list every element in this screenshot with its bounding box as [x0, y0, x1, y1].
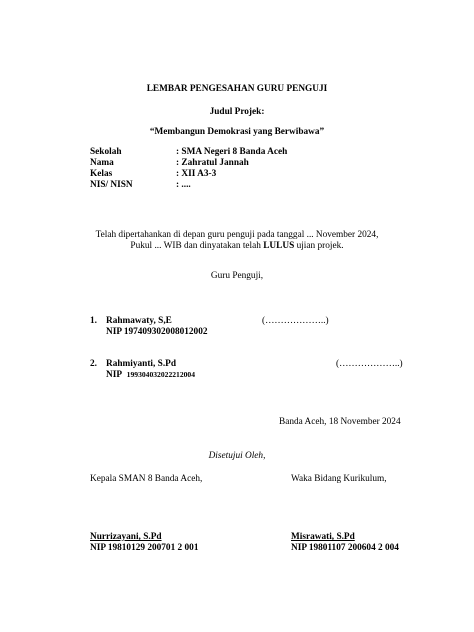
approval-left-nip: NIP 19810129 200701 2 001 — [90, 543, 199, 553]
approval-right-role: Waka Bidang Kurikulum, — [291, 474, 387, 484]
approval-left-name: Nurrizayani, S.Pd — [90, 532, 162, 542]
approval-left-role: Kepala SMAN 8 Banda Aceh, — [90, 474, 203, 484]
statement-line-2 — [0, 241, 474, 252]
examiner-1-name: Rahmawaty, S,E — [106, 316, 172, 326]
student-label-kelas: Kelas — [90, 169, 113, 179]
statement-line-1: Telah dipertahankan di depan guru penguji pada tanggal ... November 2024, — [95, 230, 379, 240]
statement-line-2-before: Pukul ... WIB dan dinyatakan telah — [130, 241, 264, 251]
examiner-1-nip-label: NIP — [106, 327, 122, 337]
examiner-2-nip — [106, 370, 195, 381]
student-value-nama: : Zahratul Jannah — [176, 158, 249, 168]
place-date: Banda Aceh, 18 November 2024 — [279, 417, 401, 427]
student-value-sekolah: : SMA Negeri 8 Banda Aceh — [176, 147, 288, 157]
student-value-kelas: : XII A3-3 — [176, 169, 217, 179]
examiner-2-name: Rahmiyanti, S.Pd — [106, 359, 176, 369]
examiner-2-number: 2. — [90, 359, 97, 369]
examiners-heading: Guru Penguji, — [210, 271, 264, 281]
examiner-1-nip-value: 197409302008012002 — [123, 327, 208, 337]
student-value-nis: : .... — [176, 180, 191, 190]
statement-line-2-after: ujian projek. — [294, 241, 344, 251]
examiner-2-signature: (………………..) — [336, 359, 403, 369]
approval-right-name: Misrawati, S.Pd — [291, 532, 355, 542]
student-label-sekolah: Sekolah — [90, 147, 122, 157]
project-title: “Membangun Demokrasi yang Berwibawa” — [149, 127, 325, 137]
approval-label: Disetujui Oleh, — [208, 451, 266, 461]
examiner-1-number: 1. — [90, 316, 97, 326]
examiner-1-signature: (………………..) — [262, 316, 329, 326]
examiner-2-nip-value: 199304032022212004 — [126, 370, 196, 379]
document-title: LEMBAR PENGESAHAN GURU PENGUJI — [146, 84, 328, 94]
statement-lulus: LULUS — [263, 241, 295, 251]
student-label-nis: NIS/ NISN — [90, 180, 133, 190]
examiner-2-nip-label: NIP — [106, 370, 123, 380]
approval-right-nip: NIP 19801107 200604 2 004 — [291, 543, 399, 553]
examiner-1-nip — [106, 327, 208, 338]
student-label-nama: Nama — [90, 158, 114, 168]
project-label: Judul Projek: — [209, 107, 265, 117]
